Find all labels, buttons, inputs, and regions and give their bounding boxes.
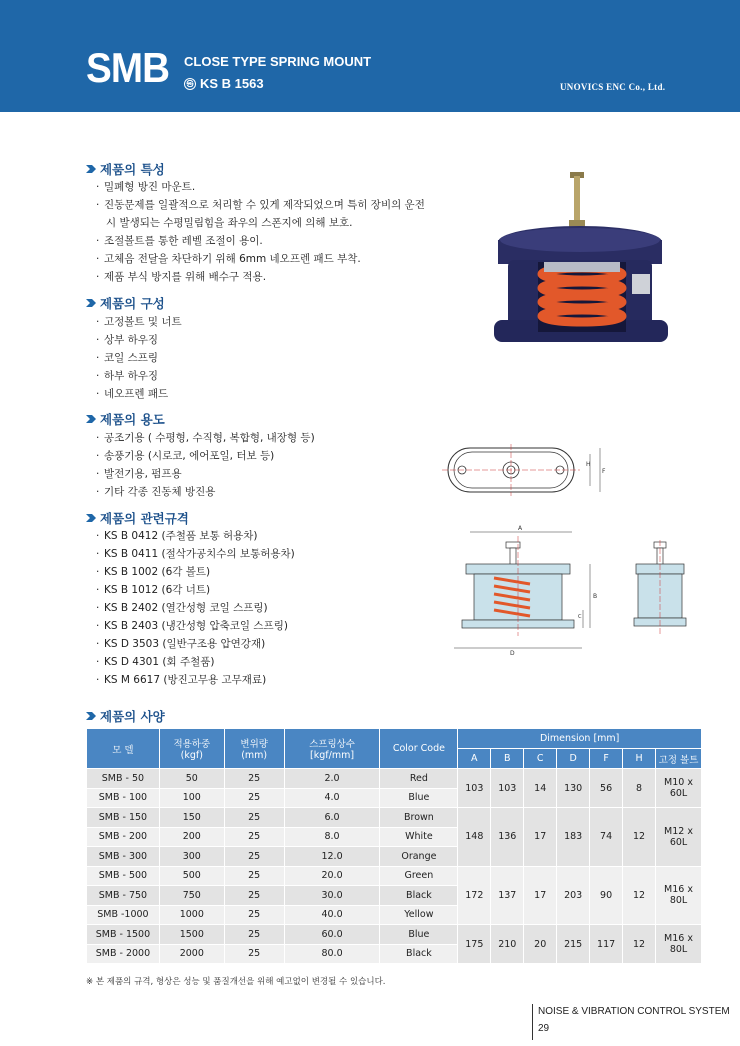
table-row: [87, 769, 702, 789]
cell-load: 100: [159, 788, 224, 808]
side-view-drawing: [630, 540, 690, 640]
cell-spring-constant: 12.0: [284, 847, 380, 867]
cell-deflection: 25: [224, 886, 284, 906]
label-H: H: [586, 461, 591, 468]
header-color-code: Color Code: [380, 729, 458, 769]
spec-table: [86, 728, 702, 964]
cell-model: SMB -1000: [87, 905, 160, 925]
label-F: F: [602, 468, 606, 475]
cell-model: SMB - 300: [87, 847, 160, 867]
cell-model: SMB - 500: [87, 866, 160, 886]
cell-dim-b: 136: [491, 808, 524, 867]
cell-spring-constant: 4.0: [284, 788, 380, 808]
label-A: A: [518, 525, 523, 532]
composition-list: [96, 313, 182, 403]
list-item: · KS D 3503 (일반구조용 압연강재): [96, 635, 295, 653]
cell-dim-h: 8: [623, 769, 656, 808]
cell-color-code: Red: [380, 769, 458, 789]
cell-dim-a: 148: [458, 808, 491, 867]
cell-load: 200: [159, 827, 224, 847]
product-photo: [490, 170, 672, 354]
product-subtitle: CLOSE TYPE SPRING MOUNT: [184, 54, 372, 69]
cell-dim-a: 103: [458, 769, 491, 808]
cell-dim-d: 215: [557, 925, 590, 964]
cell-spring-constant: 20.0: [284, 866, 380, 886]
cell-spring-constant: 8.0: [284, 827, 380, 847]
cell-deflection: 25: [224, 769, 284, 789]
header-dim-a: A: [458, 749, 491, 769]
cell-deflection: 25: [224, 925, 284, 945]
cell-color-code: Black: [380, 886, 458, 906]
cell-dim-d: 130: [557, 769, 590, 808]
cell-load: 750: [159, 886, 224, 906]
usage-list: [96, 429, 315, 501]
cell-dim-d: 203: [557, 866, 590, 925]
cell-color-code: Blue: [380, 925, 458, 945]
list-item: · 진동문제를 일괄적으로 처리할 수 있게 제작되었으며 특히 장비의 운전: [96, 196, 425, 214]
list-item: · 기타 각종 진동체 방진용: [96, 483, 315, 501]
cell-deflection: 25: [224, 847, 284, 867]
cell-dim-d: 183: [557, 808, 590, 867]
footer-text: NOISE & VIBRATION CONTROL SYSTEM: [538, 1006, 730, 1017]
cell-color-code: Black: [380, 944, 458, 964]
cell-spring-constant: 60.0: [284, 925, 380, 945]
cell-dim-bolt: M16 x 80L: [656, 866, 702, 925]
cell-dim-a: 172: [458, 866, 491, 925]
list-item: · KS B 1002 (6각 볼트): [96, 563, 295, 581]
list-item: · 제품 부식 방지를 위해 배수구 적용.: [96, 268, 425, 286]
list-item: · 송풍기용 (시로코, 에어포일, 터보 등): [96, 447, 315, 465]
ks-standard: [184, 76, 264, 91]
cell-dim-h: 12: [623, 925, 656, 964]
label-C: C: [578, 614, 582, 620]
header-spring-constant: 스프링상수 [kgf/mm]: [284, 729, 380, 769]
cell-deflection: 25: [224, 808, 284, 828]
header-dim-b: B: [491, 749, 524, 769]
section-title-spec: 제품의 사양: [86, 707, 165, 725]
cell-color-code: Green: [380, 866, 458, 886]
cell-dim-c: 14: [524, 769, 557, 808]
header-bolt: 고정 볼트: [656, 749, 702, 769]
company-name: UNOVICS ENC Co., Ltd.: [560, 82, 666, 92]
cell-model: SMB - 750: [87, 886, 160, 906]
cell-deflection: 25: [224, 944, 284, 964]
header-dim-h: H: [623, 749, 656, 769]
cell-load: 300: [159, 847, 224, 867]
features-list: [96, 178, 425, 286]
cell-dim-c: 17: [524, 808, 557, 867]
list-item: · KS M 6617 (방진고무용 고무재료): [96, 671, 295, 689]
cell-model: SMB - 2000: [87, 944, 160, 964]
cell-color-code: Yellow: [380, 905, 458, 925]
list-item: · 고체음 전달을 차단하기 위해 6mm 네오프렌 패드 부착.: [96, 250, 425, 268]
cell-spring-constant: 80.0: [284, 944, 380, 964]
cell-color-code: White: [380, 827, 458, 847]
cell-load: 2000: [159, 944, 224, 964]
cell-dim-f: 56: [590, 769, 623, 808]
section-title-composition: 제품의 구성: [86, 294, 165, 312]
cell-dim-f: 117: [590, 925, 623, 964]
standards-list: [96, 527, 295, 689]
cell-load: 1000: [159, 905, 224, 925]
section-title-standards: 제품의 관련규격: [86, 509, 189, 527]
page-number: 29: [538, 1023, 550, 1034]
label-B: B: [593, 593, 598, 600]
list-item: · 고정볼트 및 너트: [96, 313, 182, 331]
cell-load: 150: [159, 808, 224, 828]
cell-color-code: Orange: [380, 847, 458, 867]
list-item: · 상부 하우징: [96, 331, 182, 349]
cell-dim-h: 12: [623, 866, 656, 925]
section-arrow-icon: [86, 711, 96, 721]
cell-dim-f: 74: [590, 808, 623, 867]
list-item: · KS B 2402 (열간성형 코일 스프링): [96, 599, 295, 617]
footnote: ※ 본 제품의 규격, 형상은 성능 및 품질개선을 위해 예고없이 변경될 수 있습니다.: [86, 977, 386, 987]
cell-dim-b: 103: [491, 769, 524, 808]
header-model: 모 델: [87, 729, 160, 769]
cell-model: SMB - 100: [87, 788, 160, 808]
list-item: · KS B 1012 (6각 너트): [96, 581, 295, 599]
ks-mark-icon: ㉿: [184, 78, 196, 90]
list-item: · 조절볼트를 통한 레벨 조절이 용이.: [96, 232, 425, 250]
section-title-usage: 제품의 용도: [86, 410, 165, 428]
section-arrow-icon: [86, 513, 96, 523]
cell-color-code: Blue: [380, 788, 458, 808]
header-deflection: 변위량 (mm): [224, 729, 284, 769]
cell-color-code: Brown: [380, 808, 458, 828]
header-dimension: Dimension [mm]: [458, 729, 702, 749]
cell-load: 50: [159, 769, 224, 789]
header-banner: [0, 0, 740, 112]
cell-spring-constant: 2.0: [284, 769, 380, 789]
front-view-drawing: [450, 524, 610, 656]
cell-load: 500: [159, 866, 224, 886]
header-load: 적용하중 (kgf): [159, 729, 224, 769]
top-view-drawing: [440, 440, 610, 500]
cell-dim-b: 210: [491, 925, 524, 964]
cell-deflection: 25: [224, 866, 284, 886]
list-item: 시 발생되는 수평밀림힘을 좌우의 스폰지에 의해 보호.: [106, 217, 353, 229]
header-dim-c: C: [524, 749, 557, 769]
ks-standard-label: KS B 1563: [200, 76, 264, 91]
cell-deflection: 25: [224, 905, 284, 925]
section-title-features: 제품의 특성: [86, 160, 165, 178]
header-dim-f: F: [590, 749, 623, 769]
cell-dim-c: 20: [524, 925, 557, 964]
section-arrow-icon: [86, 414, 96, 424]
cell-spring-constant: 6.0: [284, 808, 380, 828]
cell-dim-f: 90: [590, 866, 623, 925]
list-item: · KS D 4301 (회 주철품): [96, 653, 295, 671]
model-code: SMB: [86, 44, 170, 91]
header-dim-d: D: [557, 749, 590, 769]
list-item: · 하부 하우징: [96, 367, 182, 385]
spec-table-body: [87, 769, 702, 964]
table-row: [87, 925, 702, 945]
table-row: [87, 866, 702, 886]
cell-model: SMB - 150: [87, 808, 160, 828]
section-arrow-icon: [86, 164, 96, 174]
cell-dim-c: 17: [524, 866, 557, 925]
cell-dim-bolt: M10 x 60L: [656, 769, 702, 808]
list-item: · KS B 0412 (주철품 보통 허용차): [96, 527, 295, 545]
table-row: [87, 808, 702, 828]
list-item: · 발전기용, 펌프용: [96, 465, 315, 483]
cell-dim-a: 175: [458, 925, 491, 964]
cell-dim-bolt: M16 x 80L: [656, 925, 702, 964]
section-arrow-icon: [86, 298, 96, 308]
cell-model: SMB - 200: [87, 827, 160, 847]
cell-model: SMB - 50: [87, 769, 160, 789]
list-item: · KS B 2403 (냉간성형 압축코일 스프링): [96, 617, 295, 635]
cell-load: 1500: [159, 925, 224, 945]
cell-deflection: 25: [224, 827, 284, 847]
label-D: D: [510, 650, 515, 656]
cell-spring-constant: 40.0: [284, 905, 380, 925]
list-item: · 밀폐형 방진 마운트.: [96, 178, 425, 196]
list-item: · 공조기용 ( 수평형, 수직형, 복합형, 내장형 등): [96, 429, 315, 447]
list-item: · 코일 스프링: [96, 349, 182, 367]
list-item: · KS B 0411 (절삭가공치수의 보통허용차): [96, 545, 295, 563]
cell-deflection: 25: [224, 788, 284, 808]
cell-spring-constant: 30.0: [284, 886, 380, 906]
cell-dim-bolt: M12 x 60L: [656, 808, 702, 867]
cell-dim-b: 137: [491, 866, 524, 925]
list-item: · 네오프렌 패드: [96, 385, 182, 403]
cell-model: SMB - 1500: [87, 925, 160, 945]
cell-dim-h: 12: [623, 808, 656, 867]
footer-divider: [532, 1004, 533, 1040]
